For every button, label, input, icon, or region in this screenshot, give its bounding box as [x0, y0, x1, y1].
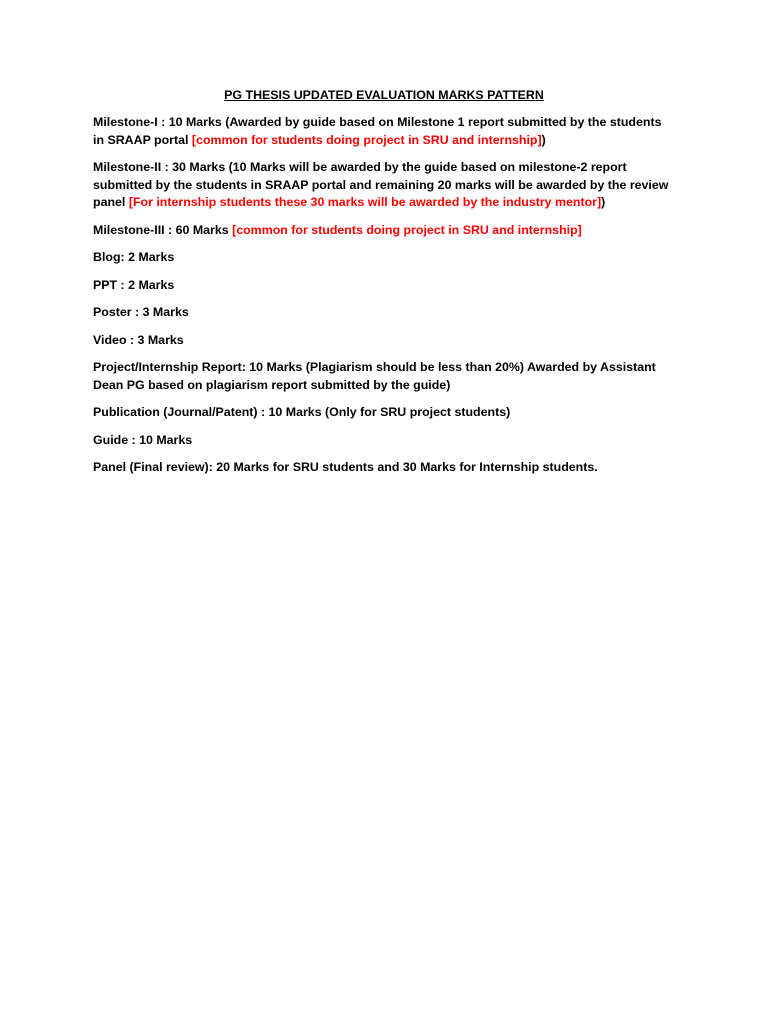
milestone-1-close: ): [541, 132, 546, 147]
report-item: Project/Internship Report: 10 Marks (Plagiarism should be less than 20%) Awarded by Assistant Dean PG based on plagiarism report submitted by the guide): [93, 360, 656, 392]
document-page: [93, 86, 675, 487]
poster-item: Poster : 3 Marks: [93, 305, 189, 319]
blog-item: Blog: 2 Marks: [93, 250, 175, 264]
milestone-1-item: [93, 114, 675, 149]
milestone-2-close: ): [601, 195, 606, 209]
milestone-1-text: Milestone-I : 10 Marks (Awarded by guide based on Milestone 1 report submitted by the students in SRAAP portal: [93, 115, 662, 147]
milestone-3-text: Milestone-III : 60 Marks: [93, 222, 233, 237]
panel-item: Panel (Final review): 20 Marks for SRU students and 30 Marks for Internship students.: [93, 460, 598, 474]
milestone-3-note: [common for students doing project in SRU and internship]: [232, 222, 582, 237]
milestone-1-note: [common for students doing project in SRU and internship]: [191, 132, 542, 147]
video-item: Video : 3 Marks: [93, 332, 184, 347]
milestone-2-note: [For internship students these 30 marks will be awarded by the industry mentor]: [128, 195, 602, 209]
ppt-item: PPT : 2 Marks: [93, 277, 175, 292]
milestone-2-item: [93, 159, 675, 212]
document-title: PG THESIS UPDATED EVALUATION MARKS PATTERN: [224, 88, 544, 102]
guide-item: Guide : 10 Marks: [93, 432, 193, 447]
milestone-3-item: [93, 222, 675, 240]
milestone-2-text: Milestone-II : 30 Marks (10 Marks will be awarded by the guide based on milestone-2 report submitted by the students in SRAAP portal and remaining 20 marks will be awarded by the review panel: [93, 160, 669, 209]
publication-item: Publication (Journal/Patent) : 10 Marks (Only for SRU project students): [93, 405, 511, 419]
